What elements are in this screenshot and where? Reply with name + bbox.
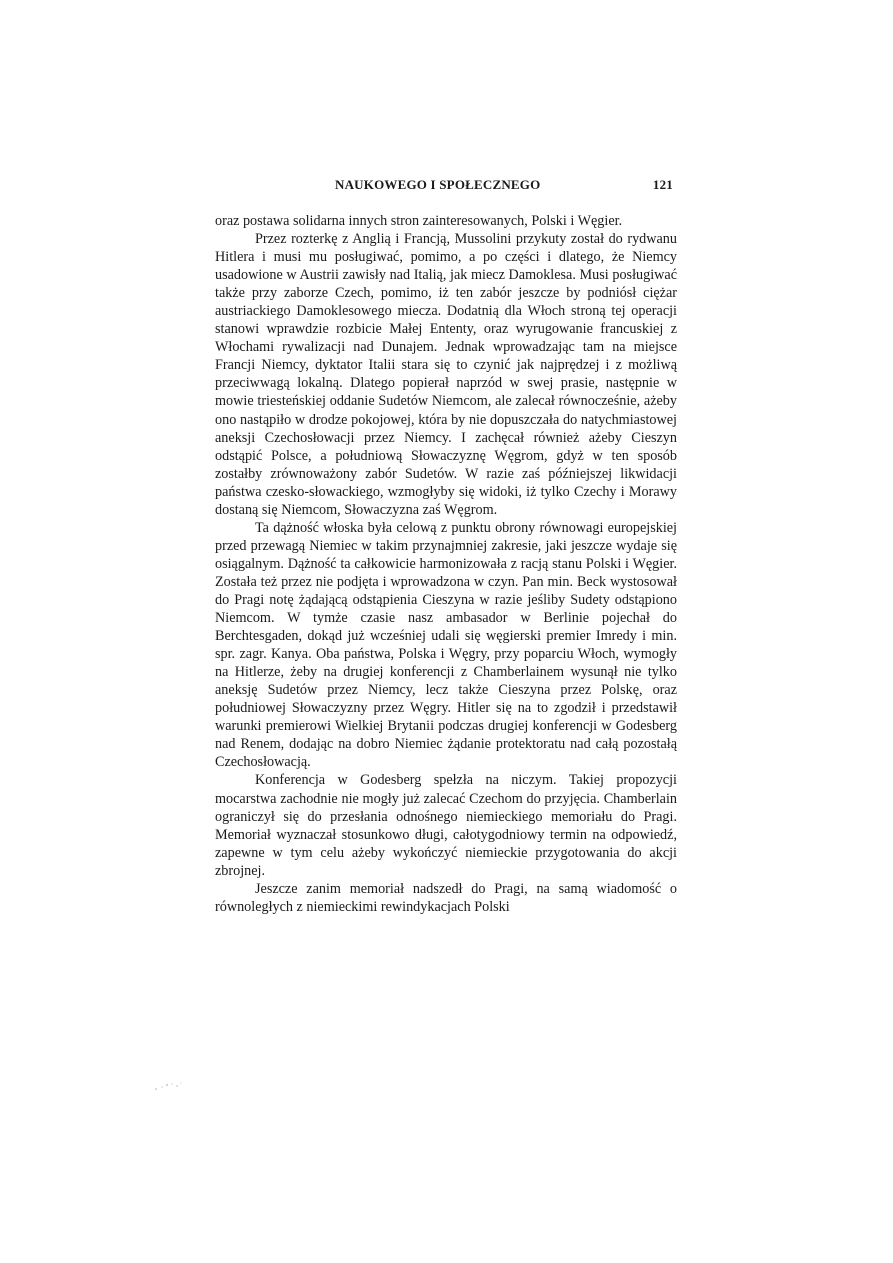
paragraph: Konferencja w Godesberg spełzła na niczym. Takiej propozycji mocarstwa zachodnie nie mogły już zalecać Czechom do przyjęcia. Chamberlain ograniczył się do przesłania odnośnego niemieckiego memoriału do Pragi. Memoriał wyznaczał stosunkowo długi, całotygodniowy termin na odpowiedź, zapewne w tym celu ażeby wykończyć niemieckie przygotowania do akcji zbrojnej. [215,772,677,879]
page-number: 121 [652,177,673,192]
running-head [215,177,675,197]
paragraph: Przez rozterkę z Anglią i Francją, Mussolini przykuty został do rydwanu Hitlera i musi mu posługiwać, pomimo, a po części i dlatego, że Niemcy usadowione w Austrii zawisły nad Italią, jak miecz Damoklesa. Musi posługiwać także przy zaborze Czech, pomimo, iż ten zabór jeszcze by podniósł ciężar austriackiego Damoklesowego miecza. Dodatnią dla Włoch stroną tej operacji stanowi wprawdzie rozbicie Małej Ententy, oraz wyrugowanie francuskiej z Włochami rywalizacji nad Dunajem. Jednak wprowadzając tam na miejsce Francji Niemcy, dyktator Italii stara się to czynić jak najprędzej i z możliwą przeciwwagą lokalną. Dlatego popierał naprzód w swej prasie, następnie w mowie triesteńskiej oddanie Sudetów Niemcom, ale zalecał równocześnie, ażeby ono nastąpiło w drodze pokojowej, która by nie dopuszczała do natychmiastowej aneksji Czechosłowacji przez Niemcy. I zachęcał również ażeby Cieszyn odstąpić Polsce, a południową Słowaczyznę Węgrom, gdyż w ten sposób zostałby zrównoważony zabór Sudetów. W razie zaś późniejszej likwidacji państwa czesko-słowackiego, wzmogłyby się widoki, iż tylko Czechy i Morawy dostaną się Niemcom, Słowaczyzna zaś Węgrom. [215,231,677,518]
paragraph: Ta dążność włoska była celową z punktu obrony równowagi europejskiej przed przewagą Niemiec w takim przynajmniej zakresie, jaki jeszcze wydaje się osiągalnym. Dążność ta całkowicie harmonizowała z racją stanu Polski i Węgier. Została też przez nie podjęta i wprowadzona w czyn. Pan min. Beck wystosował do Pragi notę żądającą odstąpienia Cieszyna w razie jeśliby Sudety odstąpiono Niemcom. W tymże czasie nasz ambasador w Berlinie pojechał do Berchtesgaden, dokąd już wcześniej udali się węgierski premier Imredy i min. spr. zagr. Kanya. Oba państwa, Polska i Węgry, przy poparciu Włoch, wymogły na Hitlerze, żeby na drugiej konferencji z Chamberlainem wysunął nie tylko aneksję Sudetów przez Niemcy, lecz także Cieszyna przez Polskę, oraz południowej Słowaczyzny przez Węgry. Hitler się na to zgodził i przedstawił warunki premierowi Wielkiej Brytanii podczas drugiej konferencji w Godesberg nad Renem, dodając na dobro Niemiec żądanie protektoratu nad całą pozostałą Czechosłowacją. [215,519,677,771]
body-text [215,212,677,916]
paragraph: Jeszcze zanim memoriał nadszedł do Pragi, na samą wiadomość o równoległych z niemieckimi rewindykacjach Polski [215,880,677,915]
scan-speck-mark [150,1078,186,1094]
running-title: NAUKOWEGO I SPOŁECZNEGO [335,177,541,192]
paragraph-continuation: oraz postawa solidarna innych stron zainteresowanych, Polski i Węgier. [215,213,623,229]
